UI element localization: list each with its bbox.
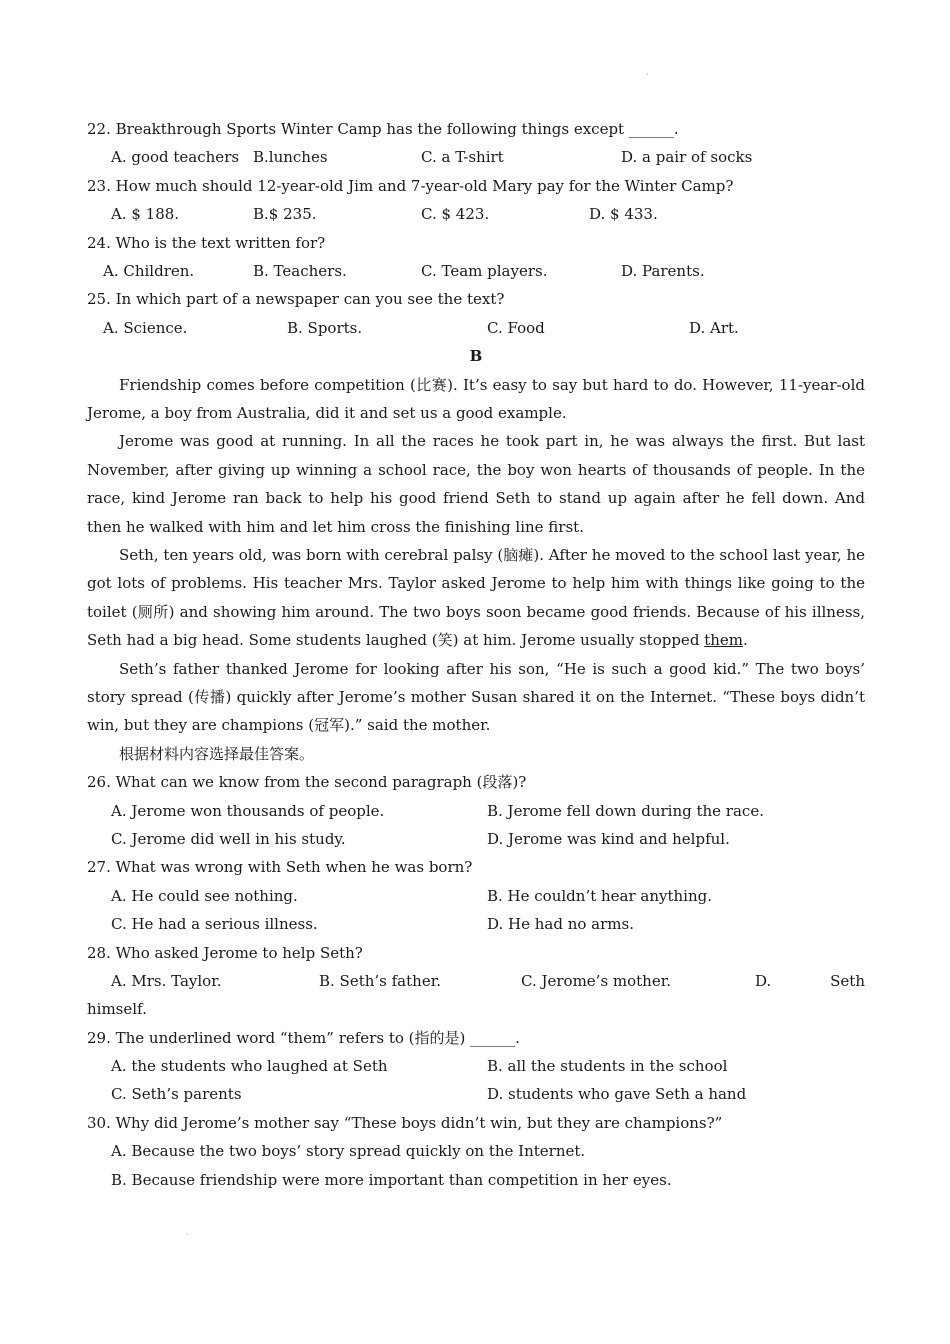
option-d[interactable]: D. $ 433. [589,205,658,224]
question-29-options-row-1 [87,1052,865,1080]
question-30-stem: 30. Why did Jerome’s mother say “These boys didn’t win, but they are champions?” [87,1113,723,1132]
question-23-options [87,200,865,228]
option-d[interactable]: D. Art. [689,318,739,337]
question-26-options-row-1 [87,797,865,825]
option-b[interactable]: B. He couldn’t hear anything. [487,886,713,905]
option-c[interactable]: C. He had a serious illness. [111,915,318,934]
option-c[interactable]: C. $ 423. [421,205,490,224]
option-b[interactable]: B.lunches [253,148,328,167]
question-27-options-row-1 [87,882,865,910]
option-d[interactable]: D. He had no arms. [487,915,634,934]
question-25-stem: 25. In which part of a newspaper can you see the text? [87,290,505,309]
option-b[interactable]: B. all the students in the school [487,1057,728,1076]
section-title: B [469,347,483,366]
passage-paragraph-3 [87,541,865,655]
option-d[interactable]: D. Parents. [621,261,705,280]
question-28-options [87,967,865,995]
instruction: 根据材料内容选择最佳答案。 [119,744,315,763]
option-d-text: Seth [830,971,865,990]
question-22-options [87,143,865,171]
option-a[interactable]: A. the students who laughed at Seth [111,1057,388,1076]
option-a[interactable]: A. Mrs. Taylor. [111,971,222,990]
question-23-stem: 23. How much should 12-year-old Jim and 7-year-old Mary pay for the Winter Camp? [87,176,734,195]
question-22-stem: 22. Breakthrough Sports Winter Camp has the following things except ______. [87,120,679,138]
option-b[interactable]: B. Sports. [287,318,363,337]
option-b[interactable]: B. Seth’s father. [319,971,441,990]
option-a[interactable]: A. Science. [103,318,188,337]
question-27-stem: 27. What was wrong with Seth when he was born? [87,858,473,877]
option-b[interactable]: B. Jerome fell down during the race. [487,801,764,820]
paragraph-3-text: Seth, ten years old, was born with cerebral palsy (脑瘫). After he moved to the school last year, he got lots of problems. His teacher Mrs. Taylor asked Jerome to help him with things like going to the toilet (厕所) and showing him around. The two boys soon became good friends. Because of his illness, Seth had a big head. Some students laughed (笑) at him. Jerome usually stopped [87,545,865,650]
option-b[interactable]: B. Teachers. [253,261,347,280]
passage-paragraph-1: Friendship comes before competition (比赛). It’s easy to say but hard to do. However, 11-year-old Jerome, a boy from Australia, did it and set us a good example. [87,375,865,422]
option-a[interactable]: A. $ 188. [111,205,180,224]
option-d[interactable]: D. students who gave Seth a hand [487,1085,747,1104]
question-25-options [87,314,865,342]
option-c[interactable]: C. Jerome’s mother. [521,971,672,990]
option-b[interactable]: B. Because friendship were more important than competition in her eyes. [111,1170,672,1189]
passage-paragraph-4: Seth’s father thanked Jerome for looking after his son, “He is such a good kid.” The two boys’ story spread (传播) quickly after Jerome’s mother Susan shared it on the Internet. “These boys didn’t win, but they are champions (冠军).” said the mother. [87,659,865,735]
passage-paragraph-2: Jerome was good at running. In all the races he took part in, he was always the first. But last November, after giving up winning a school race, the boy won hearts of thousands of people. In the race, kind Jerome ran back to help his good friend Seth to stand up again after he fell down. And then he walked with him and let him cross the finishing line first. [87,432,865,536]
option-c[interactable]: C. a T-shirt [421,148,504,167]
content [87,115,865,1194]
option-c[interactable]: C. Seth’s parents [111,1085,242,1104]
paragraph-3-end: . [742,631,748,650]
option-b[interactable]: B.$ 235. [253,205,317,224]
option-a[interactable]: A. Jerome won thousands of people. [111,801,385,820]
question-29-stem: 29. The underlined word “them” refers to (指的是) ______. [87,1028,520,1047]
page-mark-top: · [646,70,649,79]
option-a[interactable]: A. Children. [103,261,195,280]
option-d[interactable]: D. a pair of socks [621,148,753,167]
question-27-options-row-2 [87,910,865,938]
option-d[interactable]: D. [755,971,772,990]
question-28-stem: 28. Who asked Jerome to help Seth? [87,943,363,962]
option-c[interactable]: C. Jerome did well in his study. [111,829,346,848]
option-a[interactable]: A. Because the two boys’ story spread quickly on the Internet. [111,1142,586,1161]
question-28-wrap: himself. [87,1000,147,1019]
underlined-word: them [704,631,743,650]
question-26-stem: 26. What can we know from the second paragraph (段落)? [87,773,527,792]
option-a[interactable]: A. good teachers [111,148,240,167]
question-29-options-row-2 [87,1080,865,1108]
option-c[interactable]: C. Team players. [421,261,548,280]
page-mark-bottom: · [186,1230,189,1239]
question-26-options-row-2 [87,825,865,853]
option-c[interactable]: C. Food [487,318,545,337]
option-d[interactable]: D. Jerome was kind and helpful. [487,829,730,848]
option-a[interactable]: A. He could see nothing. [111,886,298,905]
question-24-options [87,257,865,285]
question-24-stem: 24. Who is the text written for? [87,233,326,252]
